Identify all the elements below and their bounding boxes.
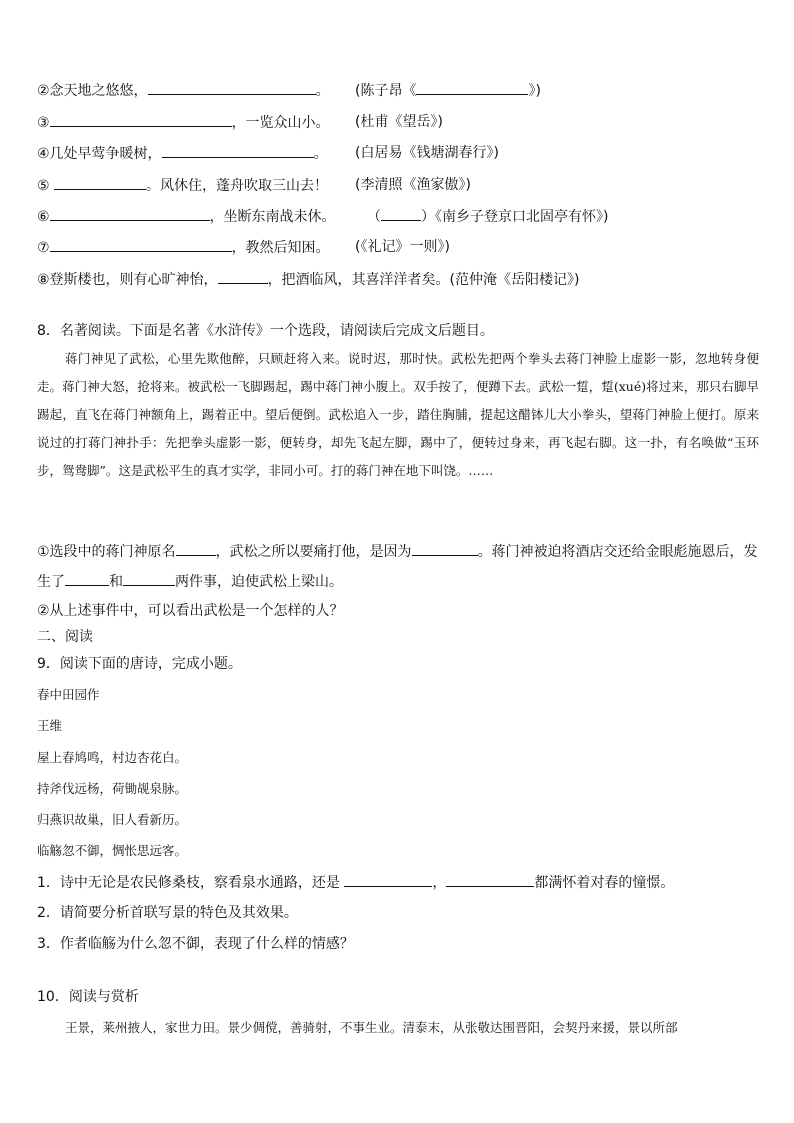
fill-line-3: ③ ，一览众山小。 (杜甫《望岳》) [37, 114, 443, 131]
fill-line-4: ④几处早莺争暖树， 。 (白居易《钱塘湖春行》) [37, 145, 499, 162]
fill-line-2: ②念天地之悠悠， 。 (陈子昂《 》) [37, 80, 330, 101]
answer-blank[interactable] [50, 237, 232, 252]
answer-blank[interactable] [412, 541, 478, 556]
fill-line-5: ⑤ 。风休住，蓬舟吹取三山去！ (李清照《渔家傲》) [37, 177, 471, 194]
answer-blank[interactable] [218, 269, 268, 284]
answer-blank[interactable] [416, 80, 528, 95]
section-heading: 二、阅读 [37, 629, 93, 645]
q8-sub1-line2: 生了 和 两件事，迫使武松上梁山。 [37, 571, 343, 592]
answer-blank[interactable] [446, 872, 534, 887]
answer-blank[interactable] [176, 541, 216, 556]
answer-blank[interactable] [381, 206, 421, 221]
poem-line: 临觞忽不御，惆怅思远客。 [37, 843, 188, 858]
q8-sub1-line1: ①选段中的蒋门神原名 ，武松之所以要痛打他，是因为 。蒋门神被迫将酒店交还给金眼彪施恩后，发 [37, 541, 758, 562]
q10-passage: 王景，莱州掖人，家世力田。景少倜傥，善骑射，不事生业。清泰末，从张敬达围晋阳，会契丹来援，景以所部 [65, 1020, 678, 1035]
poem-line: 持斧伐远杨，荷锄觇泉脉。 [37, 781, 188, 796]
answer-blank[interactable] [162, 143, 314, 158]
answer-blank[interactable] [50, 112, 232, 127]
q9-title: 9．阅读下面的唐诗，完成小题。 [37, 656, 242, 672]
poem-title: 春中田园作 [37, 687, 100, 702]
answer-blank[interactable] [54, 175, 146, 190]
answer-blank[interactable] [65, 571, 109, 586]
q10-title: 10．阅读与赏析 [37, 989, 139, 1005]
poem-line: 屋上春鸠鸣，村边杏花白。 [37, 750, 188, 765]
fill-line-7: ⑦ ，教然后知困。 (《礼记》一则》) [37, 239, 450, 256]
answer-blank[interactable] [148, 80, 316, 95]
answer-blank[interactable] [344, 872, 432, 887]
poem-line: 归燕识故巢，旧人看新历。 [37, 812, 188, 827]
q9-sub2: 2．请简要分析首联写景的特色及其效果。 [37, 905, 298, 921]
q8-title: 8．名著阅读。下面是名著《水浒传》一个选段，请阅读后完成文后题目。 [37, 323, 494, 339]
q8-passage: 蒋门神见了武松，心里先欺他醉，只顾赶将入来。说时迟，那时快。武松先把两个拳头去蒋门神脸上虚影一影，忽地转身便走。蒋门神大怒，抢将来。被武松一飞脚踢起，踢中蒋门神小腹上。双手按了，便蹲下去。武松一踅，踅(xué)将过来，那只右脚早踢起，直飞在蒋门神额角上，踢着正中。望后便倒。武松追入一步，踏住胸脯，提起这醋钵儿大小拳头，望蒋门神脸上便打。原来说过的打蒋门神扑手：先把拳头虚影一影，便转身，却先飞起左脚，踢中了，便转过身来，再飞起右脚。这一扑，有名唤做“玉环步，鸳鸯脚”。这是武松平生的真才实学，非同小可。打的蒋门神在地下叫饶。…… [37, 351, 759, 478]
q9-sub3: 3．作者临觞为什么忽不御，表现了什么样的情感？ [37, 936, 354, 952]
poem-author: 王维 [37, 718, 63, 733]
answer-blank[interactable] [50, 206, 210, 221]
fill-line-6: ⑥ ，坐断东南战未休。 （ ）《南乡子登京口北固亭有怀》) [37, 206, 336, 227]
q8-sub2: ②从上述事件中，可以看出武松是一个怎样的人？ [37, 603, 344, 619]
answer-blank[interactable] [123, 571, 175, 586]
q9-sub1: 1．诗中无论是农民修桑枝，察看泉水通路，还是 ， 都满怀着对春的憧憬。 [37, 872, 674, 893]
fill-line-8: ⑧登斯楼也，则有心旷神怡， ，把酒临风，其喜洋洋者矣。(范仲淹《岳阳楼记》) [37, 269, 580, 290]
